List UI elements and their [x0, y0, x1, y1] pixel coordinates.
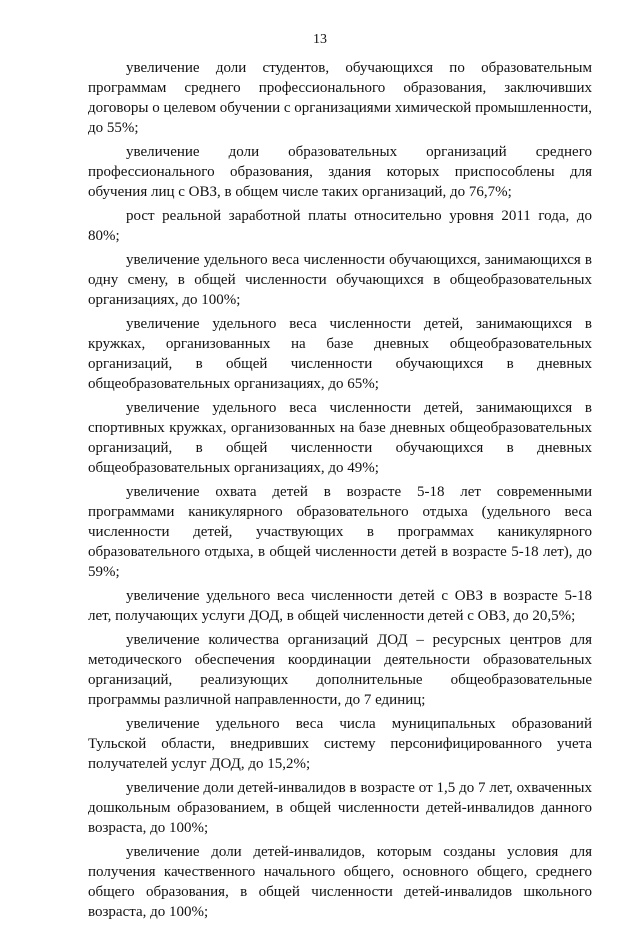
page-number: 13 [313, 32, 327, 47]
paragraph: увеличение доли детей-инвалидов в возрасте от 1,5 до 7 лет, охваченных дошкольным образованием, в общей численности детей-инвалидов данного возраста, до 100%; [88, 780, 592, 836]
paragraph: увеличение количества организаций ДОД – ресурсных центров для методического обеспечения координации деятельности образовательных организаций, реализующих дополнительные общеобразовательные программы различной направленности, до 7 единиц; [88, 632, 592, 708]
paragraph: увеличение удельного веса численности детей, занимающихся в кружках, организованных на базе дневных общеобразовательных организаций, в общей численности обучающихся в дневных общеобразовательных организациях, до 65%; [88, 316, 592, 392]
paragraph: увеличение удельного веса численности детей, занимающихся в спортивных кружках, организованных на базе дневных общеобразовательных организаций, в общей численности обучающихся в дневных общеобразовательных организациях, до 49%; [88, 400, 592, 476]
paragraph: увеличение доли студентов, обучающихся по образовательным программам среднего профессионального образования, заключивших договоры о целевом обучении с организациями химической промышленности, до 55%; [88, 60, 592, 136]
paragraph: рост реальной заработной платы относительно уровня 2011 года, до 80%; [88, 208, 592, 244]
paragraph: увеличение охвата детей в возрасте 5-18 лет современными программами каникулярного образовательного отдыха (удельного веса численности детей, участвующих в программах каникулярного образовательного отдыха, в общей численности детей в возрасте 5-18 лет), до 59%; [88, 484, 592, 580]
paragraph: увеличение удельного веса числа муниципальных образований Тульской области, внедривших систему персонифицированного учета получателей услуг ДОД, до 15,2%; [88, 716, 592, 772]
paragraph: увеличение удельного веса численности детей с ОВЗ в возрасте 5-18 лет, получающих услуги ДОД, в общей численности детей с ОВЗ, до 20,5%; [88, 588, 592, 624]
paragraph: увеличение доли детей-инвалидов, которым созданы условия для получения качественного начального общего, основного общего, среднего общего образования, в общей численности детей-инвалидов школьного возраста, до 100%; [88, 844, 592, 920]
paragraph: увеличение доли образовательных организаций среднего профессионального образования, здания которых приспособлены для обучения лиц с ОВЗ, в общем числе таких организаций, до 76,7%; [88, 144, 592, 200]
document-body [88, 58, 592, 926]
paragraph: увеличение удельного веса численности обучающихся, занимающихся в одну смену, в общей численности обучающихся в общеобразовательных организациях, до 100%; [88, 252, 592, 308]
